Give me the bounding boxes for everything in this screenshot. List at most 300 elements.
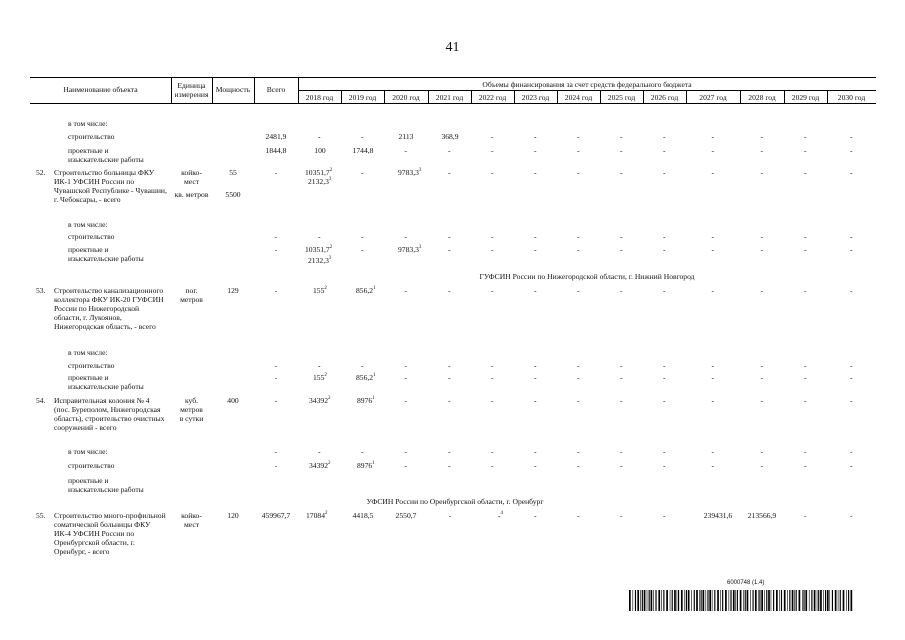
row-55-2028: 213566,9 xyxy=(747,511,777,520)
barcode-bar xyxy=(640,590,641,611)
year-header-2028: 2028 год xyxy=(748,93,776,102)
empty-cell-dash: - xyxy=(448,286,451,295)
row-52-incl-label: в том числе: xyxy=(68,220,108,229)
cont-incl-label: в том числе: xyxy=(68,119,108,128)
empty-cell-dash: - xyxy=(361,361,364,370)
empty-cell-dash: - xyxy=(804,396,807,405)
empty-cell-dash: - xyxy=(760,286,764,295)
row-52-2018-b: 2132,3$^3$ xyxy=(308,177,332,186)
empty-cell-dash: - xyxy=(534,461,537,470)
row-54-unit-a: куб. xyxy=(184,396,199,405)
empty-cell-dash: - xyxy=(620,396,623,405)
barcode-bar xyxy=(803,590,804,611)
empty-cell-dash: - xyxy=(491,245,494,254)
empty-cell-dash: - xyxy=(620,286,623,295)
empty-cell-dash: - xyxy=(663,132,666,141)
barcode-bar xyxy=(674,590,676,611)
empty-cell-dash: - xyxy=(620,146,623,155)
empty-cell-dash: - xyxy=(620,361,623,370)
empty-cell-dash: - xyxy=(760,373,764,382)
row-54-constr-label: строительство xyxy=(68,461,115,470)
empty-cell-dash: - xyxy=(491,373,494,382)
year-header-2019: 2019 год xyxy=(348,93,377,102)
empty-cell-dash: - xyxy=(577,168,580,177)
empty-cell-dash: - xyxy=(577,461,580,470)
empty-cell-dash: - xyxy=(491,361,494,370)
empty-cell-dash: - xyxy=(491,146,494,155)
cont-design-2018: 100 xyxy=(314,146,326,155)
barcode-bar xyxy=(776,590,778,611)
row-52-unit-1b: мест xyxy=(183,177,200,186)
barcode-bar xyxy=(722,590,723,611)
empty-cell-dash: - xyxy=(663,146,666,155)
barcode-bar xyxy=(827,590,829,611)
barcode-bar xyxy=(666,590,668,611)
barcode-bar xyxy=(647,590,648,611)
barcode-bar xyxy=(753,590,754,611)
barcode-bar xyxy=(720,590,721,611)
row-53-unit-a: пог. xyxy=(185,286,198,295)
row-52-2020: 9783,3$^3$ xyxy=(398,168,422,177)
empty-cell-dash: - xyxy=(620,245,623,254)
row-52-design-2018-b: 2132,3$^3$ xyxy=(308,256,332,265)
cont-design-total: 1844,8 xyxy=(265,146,287,155)
empty-total-dash: - xyxy=(274,447,278,456)
empty-cell-dash: - xyxy=(711,245,715,254)
empty-cell-dash: - xyxy=(448,168,451,177)
cont-design-label-1: проектные и xyxy=(68,146,109,155)
barcode-bar xyxy=(781,590,782,611)
barcode-bar xyxy=(745,590,746,611)
header-unit-2: измерения xyxy=(174,90,209,99)
barcode-bar xyxy=(764,590,765,611)
row-55-2018: 17084$^2$ xyxy=(306,511,328,520)
barcode-bar xyxy=(709,590,711,611)
row-53-design-label-2: изыскательские работы xyxy=(68,382,144,391)
empty-cell-dash: - xyxy=(318,361,321,370)
barcode-bar xyxy=(823,590,824,611)
empty-cell-dash: - xyxy=(620,511,623,520)
row-52-name: Строительство больницы ФКУ ИК-1 УФСИН России по Чувашской Республике - Чувашии, г. Чебоксары, - всего xyxy=(54,168,167,204)
row-52-design-2020: 9783,3$^3$ xyxy=(398,245,422,254)
barcode-bar xyxy=(740,590,742,611)
row-54-2018: 34392$^2$ xyxy=(309,396,331,405)
barcode-bar xyxy=(725,590,727,611)
row-53-total: - xyxy=(274,286,278,295)
empty-cell-dash: - xyxy=(850,146,853,155)
barcode-bar xyxy=(835,590,837,611)
empty-cell-dash: - xyxy=(448,146,451,155)
barcode-bar xyxy=(733,590,735,611)
barcode-bar xyxy=(653,590,654,611)
barcode-bar xyxy=(766,590,767,611)
empty-cell-dash: - xyxy=(491,168,494,177)
row-55-name: Строительство много-профильной соматической больницы ФКУ ИК-4 УФСИН России по Оренбургской области, г. Оренбург, - всего xyxy=(54,511,166,556)
empty-cell-dash: - xyxy=(577,511,580,520)
empty-cell-dash: - xyxy=(804,373,807,382)
barcode-bar xyxy=(633,590,634,611)
empty-cell-dash: - xyxy=(404,461,408,470)
empty-cell-dash: - xyxy=(711,447,715,456)
empty-cell-dash: - xyxy=(534,286,537,295)
barcode-bar xyxy=(629,590,631,611)
barcode-bar xyxy=(768,590,770,611)
empty-cell-dash: - xyxy=(620,232,623,241)
empty-cell-dash: - xyxy=(804,146,807,155)
empty-cell-dash: - xyxy=(534,232,537,241)
empty-cell-dash: - xyxy=(491,232,494,241)
row-52-total: - xyxy=(274,168,278,177)
barcode-bar xyxy=(642,590,643,611)
empty-cell-dash: - xyxy=(404,286,408,295)
barcode-bar xyxy=(758,590,759,611)
barcode-bar xyxy=(688,590,690,611)
barcode-bar xyxy=(670,590,671,611)
row-53-unit-b: метров xyxy=(180,295,203,304)
year-header-2029: 2029 год xyxy=(791,93,820,102)
empty-total-dash: - xyxy=(274,232,278,241)
header-bottom-rule xyxy=(30,103,876,104)
barcode-bar xyxy=(802,590,803,611)
empty-cell-dash: - xyxy=(448,232,451,241)
empty-cell-dash: - xyxy=(850,232,853,241)
row-54-total: - xyxy=(274,396,278,405)
empty-cell-dash: - xyxy=(711,232,715,241)
row-55-capacity: 120 xyxy=(227,511,239,520)
row-52-design-label-1: проектные и xyxy=(68,245,109,254)
empty-cell-dash: - xyxy=(663,461,666,470)
empty-cell-dash: - xyxy=(404,146,408,155)
empty-cell-dash: - xyxy=(404,373,408,382)
empty-cell-dash: - xyxy=(361,168,364,177)
header-funding: Объемы финансирования за счет средств федерального бюджета xyxy=(482,80,692,89)
barcode-bar xyxy=(661,590,662,611)
empty-cell-dash: - xyxy=(448,245,451,254)
empty-cell-dash: - xyxy=(491,286,494,295)
barcode-bar xyxy=(686,590,687,611)
cont-constr-2021: 368,9 xyxy=(441,132,459,141)
row-53-2019: 856,2$^1$ xyxy=(356,286,376,295)
barcode-number: 6000748 (1.4) xyxy=(727,580,765,586)
empty-cell-dash: - xyxy=(804,286,807,295)
empty-cell-dash: - xyxy=(534,245,537,254)
empty-cell-dash: - xyxy=(760,146,764,155)
barcode-bar xyxy=(787,590,788,611)
empty-cell-dash: - xyxy=(850,132,853,141)
empty-cell-dash: - xyxy=(760,245,764,254)
barcode-bar xyxy=(805,590,807,611)
barcode-bar xyxy=(792,590,794,611)
empty-cell-dash: - xyxy=(577,396,580,405)
year-header-2027: 2027 год xyxy=(699,93,727,102)
header-top-rule xyxy=(30,77,876,78)
empty-cell-dash: - xyxy=(620,132,623,141)
barcode-bar xyxy=(730,590,731,611)
barcode-bar xyxy=(658,590,660,611)
empty-cell-dash: - xyxy=(804,132,807,141)
row-52-capacity-2: 5500 xyxy=(225,190,241,199)
cont-design-label-2: изыскательские работы xyxy=(68,155,144,164)
barcode-bar xyxy=(851,590,853,611)
barcode-bar xyxy=(712,590,713,611)
empty-cell-dash: - xyxy=(534,361,537,370)
empty-cell-dash: - xyxy=(663,396,666,405)
empty-cell-dash: - xyxy=(534,132,537,141)
barcode-bar xyxy=(809,590,810,611)
empty-cell-dash: - xyxy=(404,361,408,370)
row-54-constr-2019: 8976$^1$ xyxy=(357,461,375,470)
row-54-name: Исправительная колония № 4 (пос. Буреполом, Нижегородская область), строительство очистных сооружений - всего xyxy=(54,396,165,432)
empty-cell-dash: - xyxy=(804,461,807,470)
barcode-bar xyxy=(829,590,830,611)
empty-cell-dash: - xyxy=(448,396,451,405)
barcode-bar xyxy=(843,590,845,611)
empty-cell-dash: - xyxy=(804,511,807,520)
empty-cell-dash: - xyxy=(534,511,537,520)
row-55-2020: 2550,7 xyxy=(395,511,417,520)
empty-cell-dash: - xyxy=(711,373,715,382)
empty-cell-dash: - xyxy=(577,146,580,155)
row-53-2018: $155^2$ xyxy=(313,286,327,295)
row-54-2019: 8976$^1$ xyxy=(357,396,375,405)
empty-cell-dash: - xyxy=(711,361,715,370)
barcode-bar xyxy=(737,590,738,611)
row-52-number: 52. xyxy=(36,168,46,177)
empty-cell-dash: - xyxy=(620,168,623,177)
row-54-number: 54. xyxy=(36,396,46,405)
empty-cell-dash: - xyxy=(577,373,580,382)
page-number: 41 xyxy=(445,40,460,55)
barcode-bar xyxy=(755,590,757,611)
empty-cell-dash: - xyxy=(711,132,715,141)
row-54-capacity: 400 xyxy=(227,396,239,405)
barcode-bar xyxy=(789,590,790,611)
row-52-unit-1a: койко- xyxy=(181,168,202,177)
header-name: Наименование объекта xyxy=(63,85,138,94)
barcode-bar xyxy=(699,590,700,611)
empty-cell-dash: - xyxy=(760,361,764,370)
barcode-bar xyxy=(820,590,822,611)
empty-cell-dash: - xyxy=(711,286,715,295)
empty-cell-dash: - xyxy=(577,245,580,254)
barcode-bar xyxy=(635,590,636,611)
barcode-bar xyxy=(672,590,673,611)
barcode-bar xyxy=(681,590,683,611)
row-55-2022: -$^4$ xyxy=(498,511,504,520)
row-52-design-2018-a: 10351,7$^2$ xyxy=(305,245,333,254)
empty-cell-dash: - xyxy=(850,168,853,177)
barcode-bar xyxy=(773,590,774,611)
empty-cell-dash: - xyxy=(850,511,853,520)
barcode-bar xyxy=(814,590,816,611)
empty-cell-dash: - xyxy=(760,132,764,141)
empty-cell-dash: - xyxy=(620,373,623,382)
empty-cell-dash: - xyxy=(663,232,666,241)
empty-cell-dash: - xyxy=(804,245,807,254)
barcode-bar xyxy=(796,590,797,611)
header-capacity: Мощность xyxy=(215,85,251,94)
year-header-2018: 2018 год xyxy=(305,93,334,102)
barcode-bar xyxy=(655,590,656,611)
row-55-2019: 4418,5 xyxy=(352,511,374,520)
barcode-bar xyxy=(794,590,795,611)
empty-cell-dash: - xyxy=(804,168,807,177)
row-55-2021: - xyxy=(448,511,452,520)
barcode-bar xyxy=(691,590,692,611)
barcode-bar xyxy=(678,590,679,611)
row-52-design-total: - xyxy=(274,245,278,254)
cont-constr-total: 2481,9 xyxy=(265,132,287,141)
barcode-bar xyxy=(677,590,678,611)
row-52-constr-label: строительство xyxy=(68,232,115,241)
barcode-bar xyxy=(729,590,730,611)
barcode-bar xyxy=(703,590,705,611)
empty-cell-dash: - xyxy=(577,132,580,141)
barcode-bar xyxy=(817,590,818,611)
empty-cell-dash: - xyxy=(850,447,853,456)
empty-cell-dash: - xyxy=(760,461,764,470)
row-53-design-2019: 856,2$^1$ xyxy=(356,373,376,382)
barcode-bar xyxy=(811,590,812,611)
barcode-bar xyxy=(644,590,646,611)
empty-cell-dash: - xyxy=(534,168,537,177)
section-nizhny-novgorod: ГУФСИН России по Нижегородской области, г. Нижний Новгород xyxy=(479,272,695,281)
empty-total-dash: - xyxy=(274,361,278,370)
empty-cell-dash: - xyxy=(318,232,321,241)
barcode-bar xyxy=(840,590,841,611)
empty-cell-dash: - xyxy=(711,396,715,405)
barcode-bar xyxy=(779,590,780,611)
barcode-bar xyxy=(761,590,763,611)
barcode-bar xyxy=(637,590,639,611)
barcode-bar xyxy=(651,590,653,611)
empty-cell-dash: - xyxy=(620,447,623,456)
header-unit-1: Единица xyxy=(177,81,206,90)
barcode-bar xyxy=(825,590,826,611)
barcode-bar xyxy=(750,590,751,611)
empty-cell-dash: - xyxy=(760,232,764,241)
barcode-bar xyxy=(832,590,833,611)
row-53-constr-label: строительство xyxy=(68,361,115,370)
year-header-2023: 2023 год xyxy=(521,93,550,102)
empty-cell-dash: - xyxy=(663,373,666,382)
row-54-design-label-2: изыскательские работы xyxy=(68,485,144,494)
empty-cell-dash: - xyxy=(804,447,807,456)
empty-cell-dash: - xyxy=(804,361,807,370)
empty-cell-dash: - xyxy=(491,396,494,405)
empty-cell-dash: - xyxy=(404,232,408,241)
row-53-capacity: 129 xyxy=(227,286,239,295)
barcode-bar xyxy=(848,590,849,611)
empty-cell-dash: - xyxy=(404,447,408,456)
empty-cell-dash: - xyxy=(448,361,451,370)
empty-cell-dash: - xyxy=(577,361,580,370)
empty-cell-dash: - xyxy=(663,511,666,520)
row-55-number: 55. xyxy=(36,511,46,520)
empty-cell-dash: - xyxy=(804,232,807,241)
empty-cell-dash: - xyxy=(850,286,853,295)
row-53-name: Строительство канализационного коллектора ФКУ ИК-20 ГУФСИН России по Нижегородской области, г. Лукоянов, Нижегородская область, - всего xyxy=(54,286,164,331)
row-53-design-2018: $155^2$ xyxy=(313,373,327,382)
row-52-capacity-1: 55 xyxy=(229,168,237,177)
barcode-bar xyxy=(663,590,664,611)
row-54-incl-label: в том числе: xyxy=(68,447,108,456)
empty-cell-dash: - xyxy=(534,373,537,382)
empty-cell-dash: - xyxy=(448,447,451,456)
barcode-bar xyxy=(818,590,819,611)
cont-design-2019: 1744,8 xyxy=(352,146,374,155)
year-header-2022: 2022 год xyxy=(478,93,507,102)
barcode-bar xyxy=(649,590,650,611)
year-header-2024: 2024 год xyxy=(564,93,593,102)
row-53-incl-label: в том числе: xyxy=(68,348,108,357)
empty-cell-dash: - xyxy=(760,447,764,456)
row-55-unit-a: койко- xyxy=(181,511,202,520)
empty-cell-dash: - xyxy=(361,245,364,254)
barcode-bar xyxy=(684,590,685,611)
cont-constr-2020: 2113 xyxy=(398,132,414,141)
barcode-bar xyxy=(696,590,698,611)
barcode-bar xyxy=(707,590,708,611)
year-header-2026: 2026 год xyxy=(650,93,679,102)
empty-cell-dash: - xyxy=(534,396,537,405)
empty-cell-dash: - xyxy=(620,461,623,470)
row-52-unit-2: кв. метров xyxy=(174,190,209,199)
empty-cell-dash: - xyxy=(760,168,764,177)
empty-cell-dash: - xyxy=(577,447,580,456)
empty-cell-dash: - xyxy=(663,447,666,456)
empty-cell-dash: - xyxy=(850,461,853,470)
empty-cell-dash: - xyxy=(577,286,580,295)
cont-constr-label: строительство xyxy=(68,132,115,141)
row-55-unit-b: мест xyxy=(183,520,200,529)
row-54-unit-c: в сутки xyxy=(179,414,204,423)
empty-cell-dash: - xyxy=(663,168,666,177)
empty-cell-dash: - xyxy=(711,461,715,470)
barcode-bar xyxy=(846,590,847,611)
empty-cell-dash: - xyxy=(534,447,537,456)
row-55-2027: 239431,6 xyxy=(703,511,733,520)
empty-cell-dash: - xyxy=(711,168,715,177)
barcode-bar xyxy=(735,590,736,611)
empty-cell-dash: - xyxy=(448,373,451,382)
row-54-unit-b: метров xyxy=(180,405,203,414)
barcode xyxy=(629,590,854,611)
barcode-bar xyxy=(706,590,707,611)
empty-cell-dash: - xyxy=(361,232,364,241)
row-52-2018-a: 10351,7$^2$ xyxy=(305,168,333,177)
empty-cell-dash: - xyxy=(850,245,853,254)
empty-cell-dash: - xyxy=(491,132,494,141)
row-54-constr-2018: 34392$^2$ xyxy=(309,461,331,470)
barcode-bar xyxy=(743,590,744,611)
empty-cell-dash: - xyxy=(318,447,321,456)
barcode-bar xyxy=(714,590,715,611)
empty-cell-dash: - xyxy=(850,396,853,405)
barcode-bar xyxy=(747,590,749,611)
empty-cell-dash: - xyxy=(318,132,321,141)
empty-cell-dash: - xyxy=(491,461,494,470)
row-53-design-label-1: проектные и xyxy=(68,373,109,382)
year-header-2025: 2025 год xyxy=(607,93,636,102)
barcode-bar xyxy=(701,590,702,611)
empty-cell-dash: - xyxy=(577,232,580,241)
empty-cell-dash: - xyxy=(404,396,408,405)
empty-cell-dash: - xyxy=(491,447,494,456)
row-53-number: 53. xyxy=(36,286,46,295)
section-orenburg: УФСИН России по Оренбургской области, г. Оренбург xyxy=(366,497,544,506)
header-total: Всего xyxy=(266,85,286,94)
